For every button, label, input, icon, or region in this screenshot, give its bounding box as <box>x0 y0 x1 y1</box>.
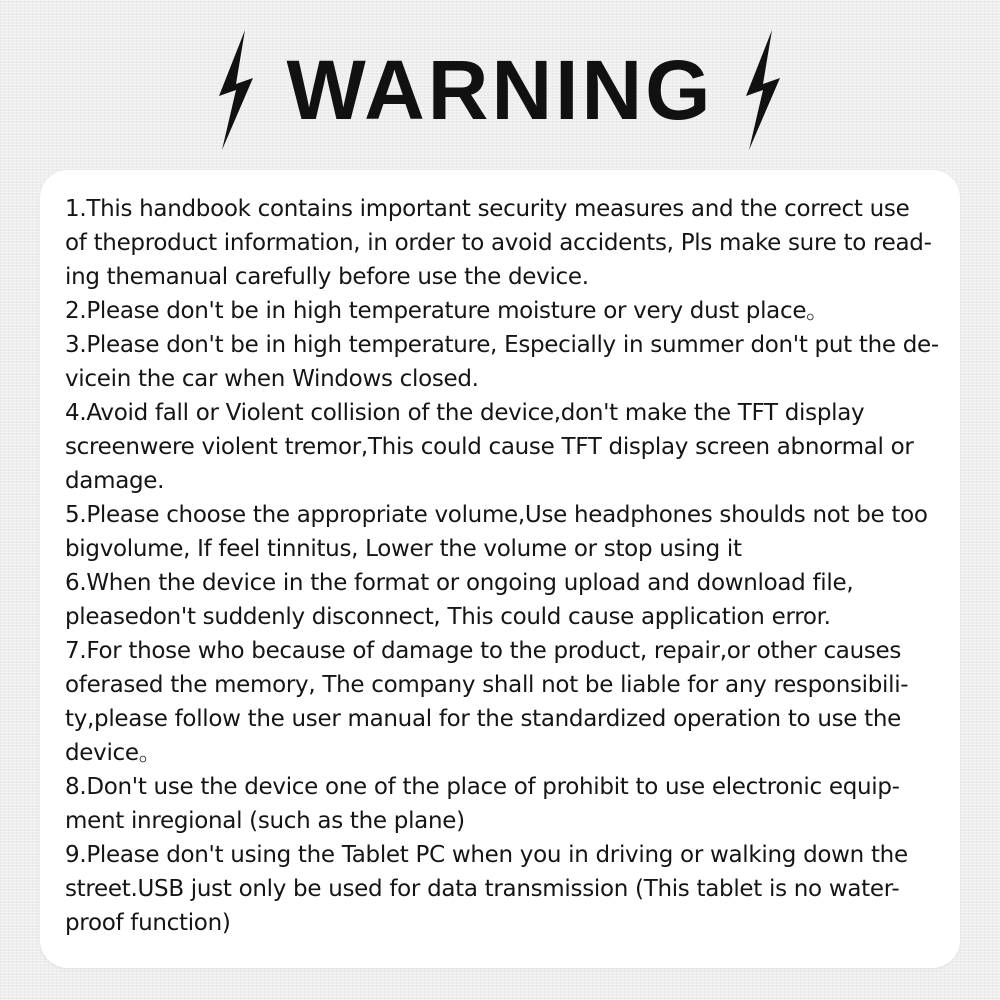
text-line: 7.For those who because of damage to the product, repair,or other causes <box>65 638 902 664</box>
text-line: 6.When the device in the format or ongoing upload and download file, <box>65 570 854 596</box>
text-line: damage. <box>65 468 165 494</box>
text-line: ty,please follow the user manual for the standardized operation to use the <box>65 706 901 732</box>
text-line: 5.Please choose the appropriate volume,Use headphones shoulds not be too <box>65 502 928 528</box>
text-line: 8.Don't use the device one of the place of prohibit to use electronic equip- <box>65 774 900 800</box>
text-line: ing themanual carefully before use the device. <box>65 264 589 290</box>
text-line: bigvolume, If feel tinnitus, Lower the volume or stop using it <box>65 536 742 562</box>
text-line: vicein the car when Windows closed. <box>65 366 479 392</box>
text-line: device。 <box>65 740 162 766</box>
lightning-bolt-icon <box>742 30 786 150</box>
warning-header <box>0 22 1000 162</box>
text-line: oferased the memory, The company shall not be liable for any responsibili- <box>65 672 909 698</box>
warning-text <box>65 192 950 940</box>
text-line: 1.This handbook contains important security measures and the correct use <box>65 196 910 222</box>
text-line: 9.Please don't using the Tablet PC when you in driving or walking down the <box>65 842 908 868</box>
text-line: screenwere violent tremor,This could cause TFT display screen abnormal or <box>65 434 914 460</box>
text-line: of theproduct information, in order to avoid accidents, Pls make sure to read- <box>65 230 932 256</box>
text-line: street.USB just only be used for data transmission (This tablet is no water- <box>65 876 900 902</box>
text-line: proof function) <box>65 910 231 936</box>
text-line: pleasedon't suddenly disconnect, This could cause application error. <box>65 604 831 630</box>
warning-card <box>40 170 960 968</box>
text-line: 2.Please don't be in high temperature moisture or very dust place。 <box>65 298 829 324</box>
text-line: 3.Please don't be in high temperature, Especially in summer don't put the de- <box>65 332 939 358</box>
text-line: 4.Avoid fall or Violent collision of the device,don't make the TFT display <box>65 400 865 426</box>
page-title: WARNING <box>286 43 714 137</box>
text-line: ment inregional (such as the plane) <box>65 808 465 834</box>
